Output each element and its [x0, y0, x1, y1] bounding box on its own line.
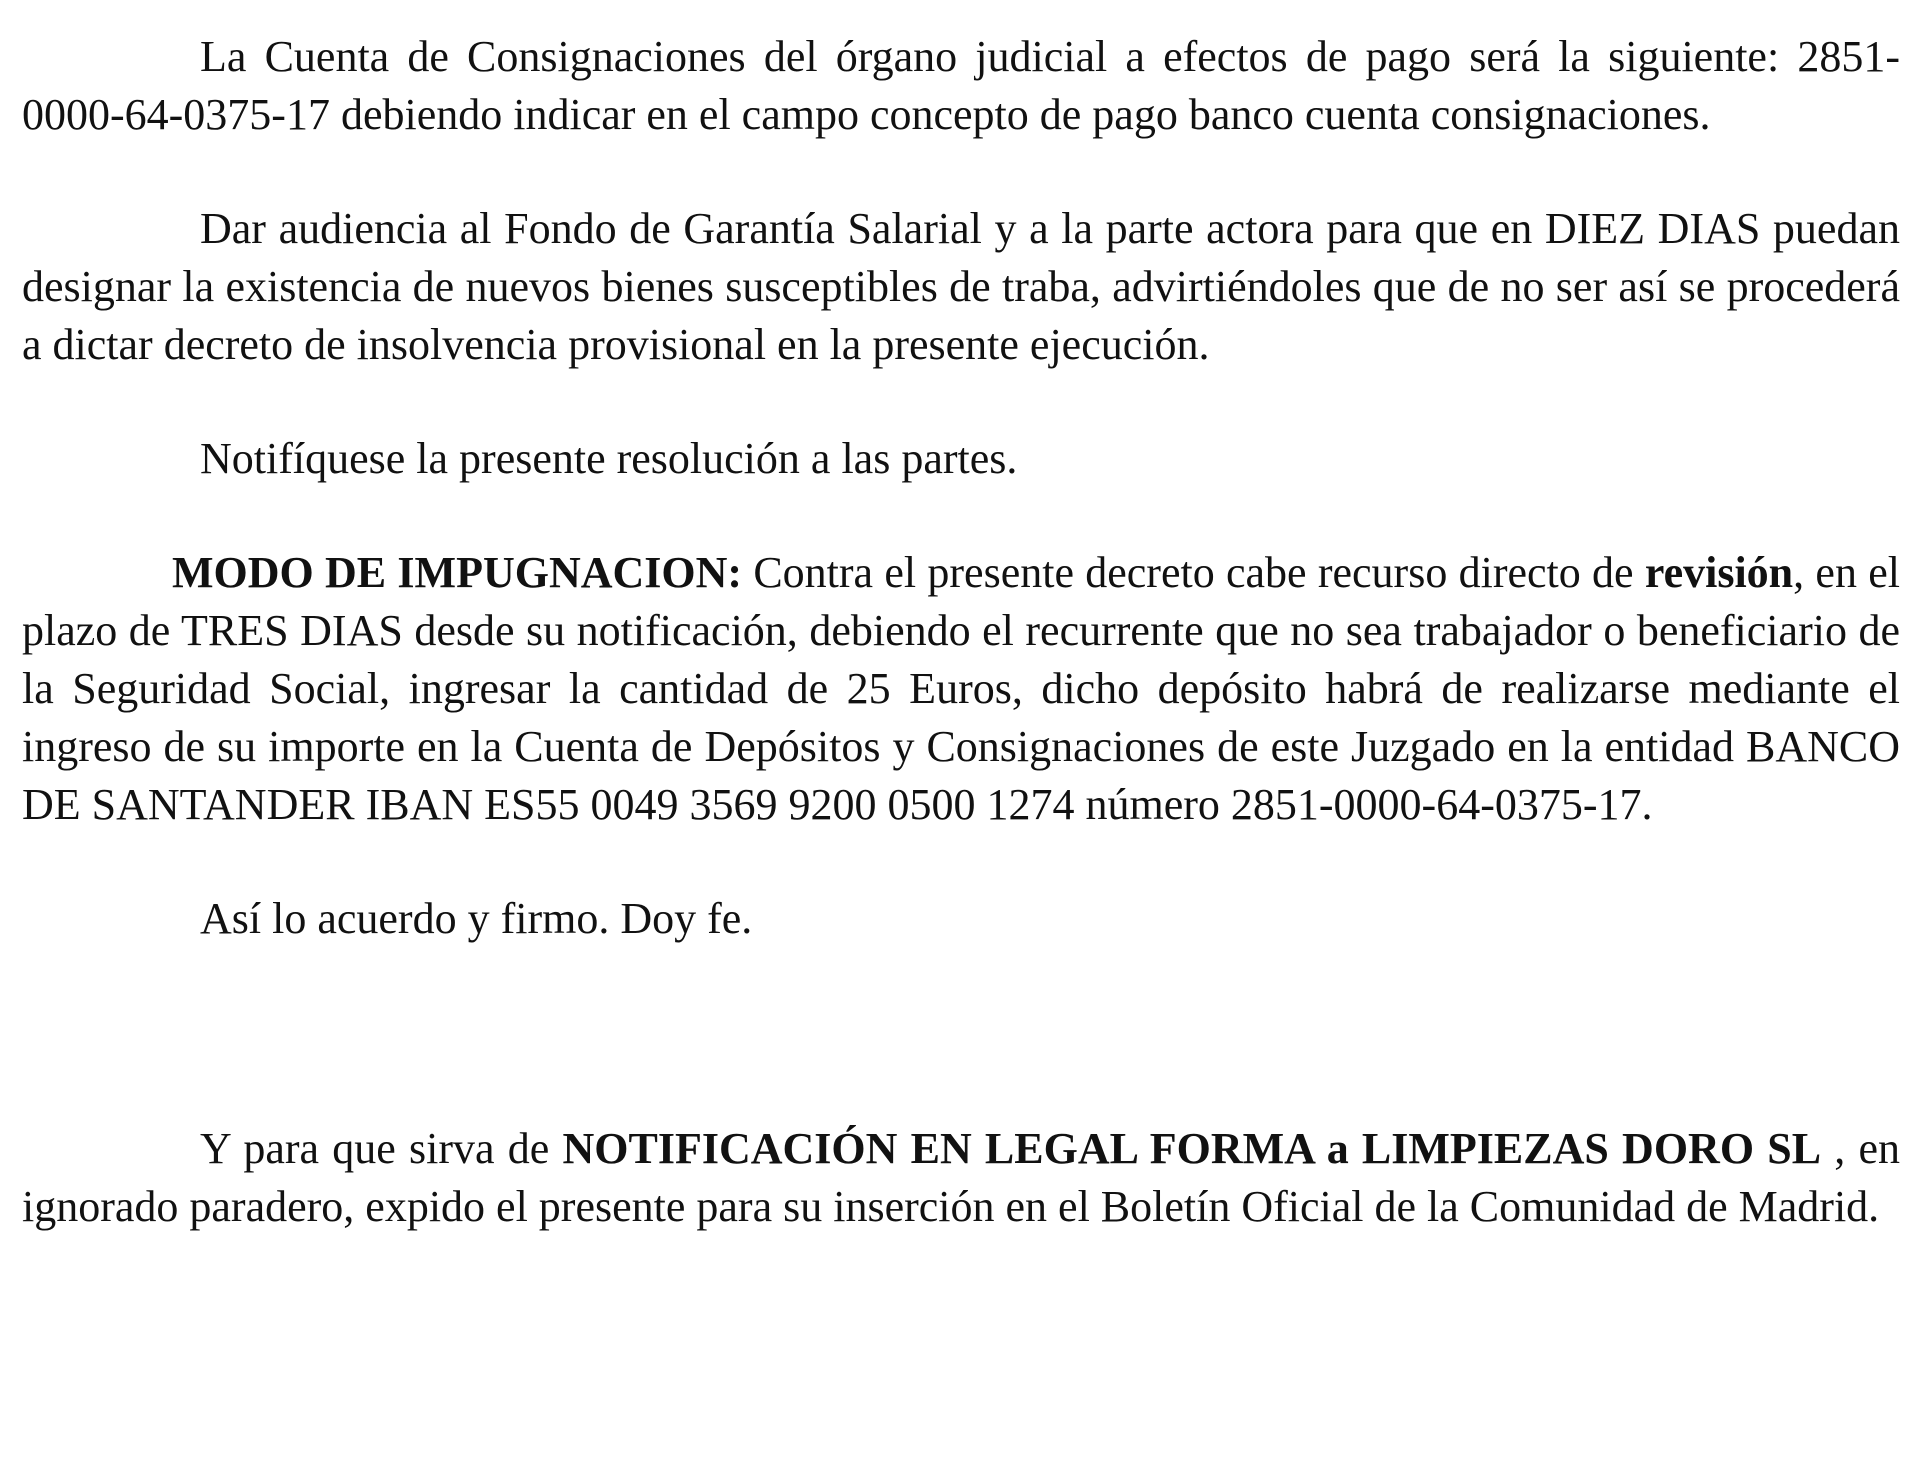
appeal-text-a: Contra el presente decreto cabe recurso directo de	[742, 548, 1645, 597]
appeal-mode-label: MODO DE IMPUGNACION:	[172, 548, 743, 597]
revision-word: revisión	[1644, 548, 1794, 597]
notification-text-a: Y para que sirva de	[200, 1124, 563, 1173]
paragraph-signature-statement: Así lo acuerdo y firmo. Doy fe.	[200, 894, 753, 943]
appeal-text-b: , en el plazo de TRES DIAS desde su notificación, debiendo el recurrente que no sea trabajador o beneficiario de la Seguridad Social, ingresar la cantidad de 25 Euros, dicho depósito habrá de realizarse mediante el ingreso de su importe en la Cuenta de Depósitos y Consignaciones de este Juzgado en la entidad BANCO DE SANTANDER IBAN ES55 0049 3569 9200 0500 1274 número 2851-0000-64-0375-17.	[22, 548, 1900, 829]
paragraph-notify-parties: Notifíquese la presente resolución a las partes.	[200, 434, 1018, 483]
paragraph-hearing: Dar audiencia al Fondo de Garantía Salarial y a la parte actora para que en DIEZ DIAS puedan designar la existencia de nuevos bienes susceptibles de traba, advirtiéndoles que de no ser así se procederá a dictar decreto de insolvencia provisional en la presente ejecución.	[22, 204, 1900, 369]
paragraph-appeal-mode	[22, 544, 1900, 834]
notification-recipient: NOTIFICACIÓN EN LEGAL FORMA a LIMPIEZAS DORO SL	[562, 1124, 1822, 1173]
document-page	[22, 28, 1900, 1236]
paragraph-legal-notification	[22, 1120, 1900, 1236]
paragraph-payment-account: La Cuenta de Consignaciones del órgano judicial a efectos de pago será la siguiente: 2851-0000-64-0375-17 debiendo indicar en el campo concepto de pago banco cuenta consignaciones.	[22, 32, 1900, 139]
notification-text-b: , en ignorado paradero, expido el presente para su inserción en el Boletín Oficial de la Comunidad de Madrid.	[22, 1124, 1900, 1231]
